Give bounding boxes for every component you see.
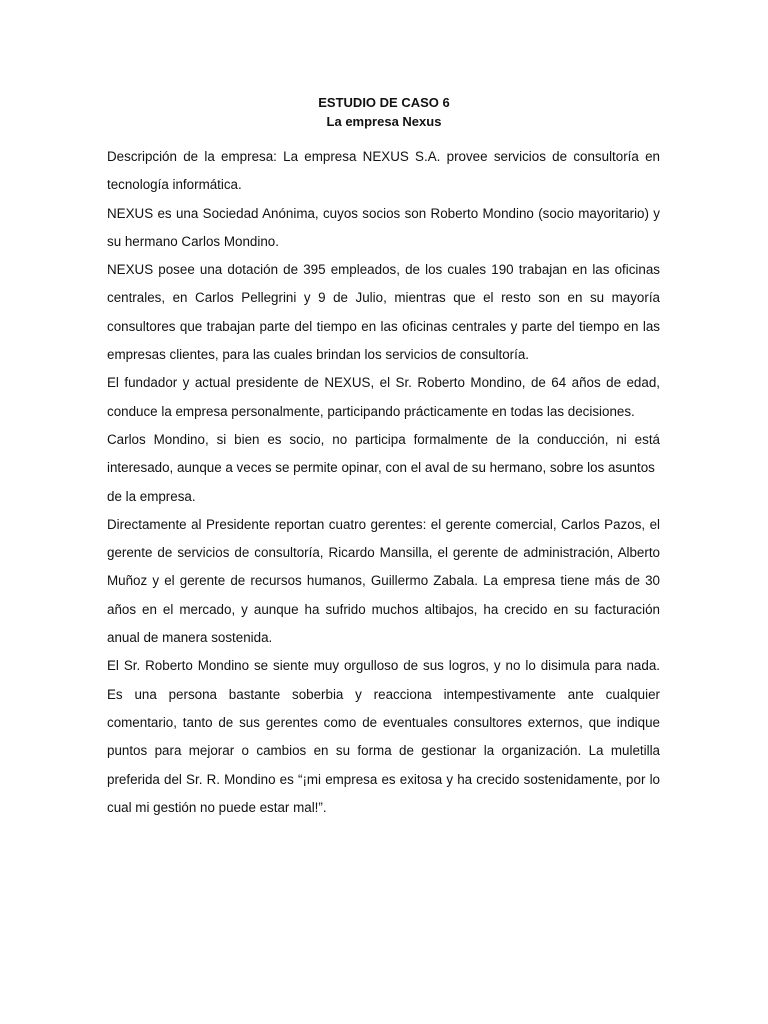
paragraph-roberto-mondino-attitude: El Sr. Roberto Mondino se siente muy orgulloso de sus logros, y no lo disimula para nada. Es una persona bastante soberbia y reacciona intempestivamente ante cualquier comentario, tanto de sus gerentes como de eventuales consultores externos, que indique puntos para mejorar o cambios en su forma de gestionar la organización. La muletilla preferida del Sr. R. Mondino es “¡mi empresa es exitosa y ha crecido sostenidamente, por lo cual mi gestión no puede estar mal!”. (107, 658, 660, 815)
paragraph-managers: Directamente al Presidente reportan cuatro gerentes: el gerente comercial, Carlos Pazos, el gerente de servicios de consultoría, Ricardo Mansilla, el gerente de administración, Alberto Muñoz y el gerente de recursos humanos, Guillermo Zabala. La empresa tiene más de 30 años en el mercado, y aunque ha sufrido muchos altibajos, ha crecido en su facturación anual de manera sostenida. (107, 516, 660, 646)
paragraph-employees: NEXUS posee una dotación de 395 empleados, de los cuales 190 trabajan en las oficinas centrales, en Carlos Pellegrini y 9 de Julio, mientras que el resto son en su mayoría consultores que trabajan parte del tiempo en las oficinas centrales y parte del tiempo en las empresas clientes, para las cuales brindan los servicios de consultoría. (107, 262, 660, 363)
paragraph-partners: NEXUS es una Sociedad Anónima, cuyos socios son Roberto Mondino (socio mayoritario) y su hermano Carlos Mondino. (107, 205, 660, 249)
paragraph-founder: El fundador y actual presidente de NEXUS, el Sr. Roberto Mondino, de 64 años de edad, conduce la empresa personalmente, participando prácticamente en todas las decisiones. (107, 375, 660, 419)
document-title: ESTUDIO DE CASO 6 (318, 95, 450, 110)
paragraph-carlos-mondino-continued: de la empresa. (107, 488, 196, 504)
paragraph-carlos-mondino: Carlos Mondino, si bien es socio, no participa formalmente de la conducción, ni está interesado, aunque a veces se permite opinar, con el aval de su hermano, sobre los asuntos (107, 431, 660, 476)
paragraph-company-description: Descripción de la empresa: La empresa NEXUS S.A. provee servicios de consultoría en tecnología informática. (107, 149, 660, 193)
document-body (107, 143, 660, 822)
document-subtitle: La empresa Nexus (326, 114, 442, 129)
